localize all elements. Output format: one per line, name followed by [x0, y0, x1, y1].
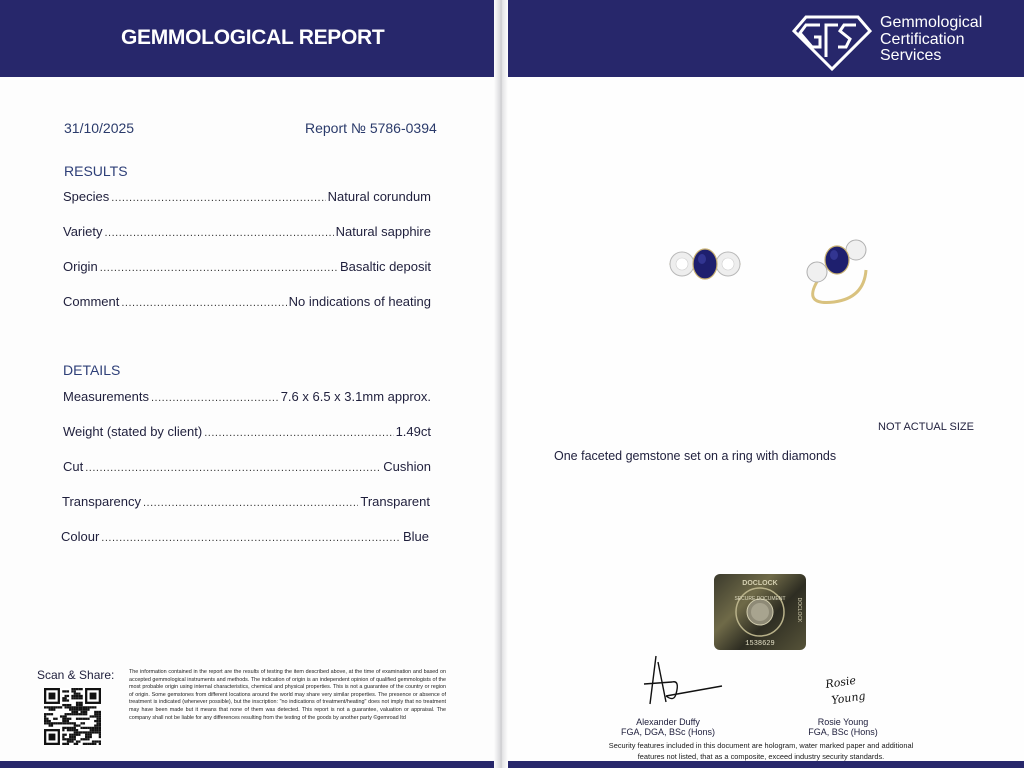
ring-front-view-image — [668, 244, 742, 284]
hologram-ring-text: SECURE DOCUMENT — [734, 596, 786, 602]
qr-code[interactable] — [44, 688, 101, 745]
book-gutter — [494, 0, 508, 768]
details-heading: DETAILS — [63, 362, 121, 378]
right-bottom-band — [500, 761, 1024, 768]
not-actual-size-note: NOT ACTUAL SIZE — [878, 421, 974, 433]
result-label: Origin — [63, 259, 98, 274]
result-value: Natural corundum — [327, 189, 431, 204]
detail-value: Transparent — [360, 494, 430, 509]
detail-row-colour — [61, 529, 429, 544]
svg-text:AD: AD — [636, 652, 638, 653]
detail-value: 7.6 x 6.5 x 3.1mm approx. — [280, 389, 431, 404]
report-right-page — [500, 0, 1024, 768]
result-label: Variety — [63, 224, 103, 239]
right-header-band — [500, 0, 1024, 77]
report-left-page — [0, 0, 500, 768]
item-description: One faceted gemstone set on a ring with diamonds — [554, 449, 837, 463]
detail-label: Colour — [61, 529, 100, 544]
result-row-origin — [63, 259, 431, 274]
security-hologram — [714, 574, 806, 650]
svg-text:Rosie: Rosie — [824, 673, 857, 691]
hologram-seal-icon — [714, 574, 806, 650]
left-header-band — [0, 0, 500, 77]
detail-value: Cushion — [383, 459, 431, 474]
detail-value: 1.49ct — [395, 424, 431, 439]
svg-text:Young: Young — [830, 689, 867, 707]
svg-text:Rosie Young: Rosie Young — [822, 672, 828, 673]
signatory-quals: FGA, DGA, BSc (Hons) — [620, 727, 716, 737]
legal-disclaimer: The information contained in the report are the results of testing the item described above, at the time of examination and based on accepted gemmological instruments and methods. The indication of origin is an independent opinion of qualified gemmologists of the most probable origin using internal characteristics, chemical and physical properties. This is not a guarantee of the country or region of origin. Some gemstones from different locations around the world may share very similar properties. The presence or absence of treatment is indicated (whenever possible), but the inscription: "no indications of treatment/heating" does not imply that no treatment may have been made but it means that none of them was detected. This report is not a guarantee, valuation or appraisal. The company shall not be liable for any differences resulting from the testing of the goods by another party ©gemroad ltd — [129, 669, 446, 721]
signatory-name: Alexander Duffy — [636, 717, 700, 727]
hologram-serial: 1538629 — [745, 640, 775, 648]
result-label: Comment — [63, 294, 120, 309]
signatory-duffy — [608, 717, 728, 737]
detail-row-cut — [63, 459, 431, 474]
detail-row-weight — [63, 424, 431, 439]
detail-label: Weight (stated by client) — [63, 424, 203, 439]
detail-label: Cut — [63, 459, 84, 474]
report-number: Report № 5786-0394 — [305, 120, 437, 136]
result-row-species — [63, 189, 431, 204]
scan-share-label: Scan & Share: — [37, 668, 115, 682]
security-features-note: Security features included in this document are hologram, water marked paper and additional features not listed, that as a composite, exceed industry security standards. — [608, 741, 914, 761]
result-row-comment — [63, 294, 431, 309]
left-bottom-band — [0, 761, 500, 768]
hologram-top-text: DOCLOCK — [742, 580, 778, 587]
result-label: Species — [63, 189, 110, 204]
result-value: No indications of heating — [288, 294, 431, 309]
hologram-side-text: DOCLOCK — [796, 597, 802, 623]
detail-value: Blue — [402, 529, 429, 544]
detail-row-transparency — [62, 494, 430, 509]
signatory-young — [783, 717, 903, 737]
report-date: 31/10/2025 — [64, 120, 135, 136]
company-name: Gemmological Certification Services — [880, 14, 983, 64]
result-row-variety — [63, 224, 431, 239]
report-title: GEMMOLOGICAL REPORT — [121, 26, 385, 49]
signatory-name: Rosie Young — [817, 717, 869, 727]
result-value: Basaltic deposit — [339, 259, 431, 274]
signatory-quals: FGA, BSc (Hons) — [808, 727, 878, 737]
ring-angled-view-image — [804, 236, 874, 308]
signature-rosie-young — [822, 672, 870, 712]
detail-label: Transparency — [62, 494, 141, 509]
detail-row-measurements — [63, 389, 431, 404]
results-heading: RESULTS — [64, 163, 128, 179]
result-value: Natural sapphire — [335, 224, 431, 239]
detail-label: Measurements — [63, 389, 149, 404]
signature-alexander-duffy — [636, 652, 726, 710]
gcs-logo-icon — [790, 9, 874, 71]
